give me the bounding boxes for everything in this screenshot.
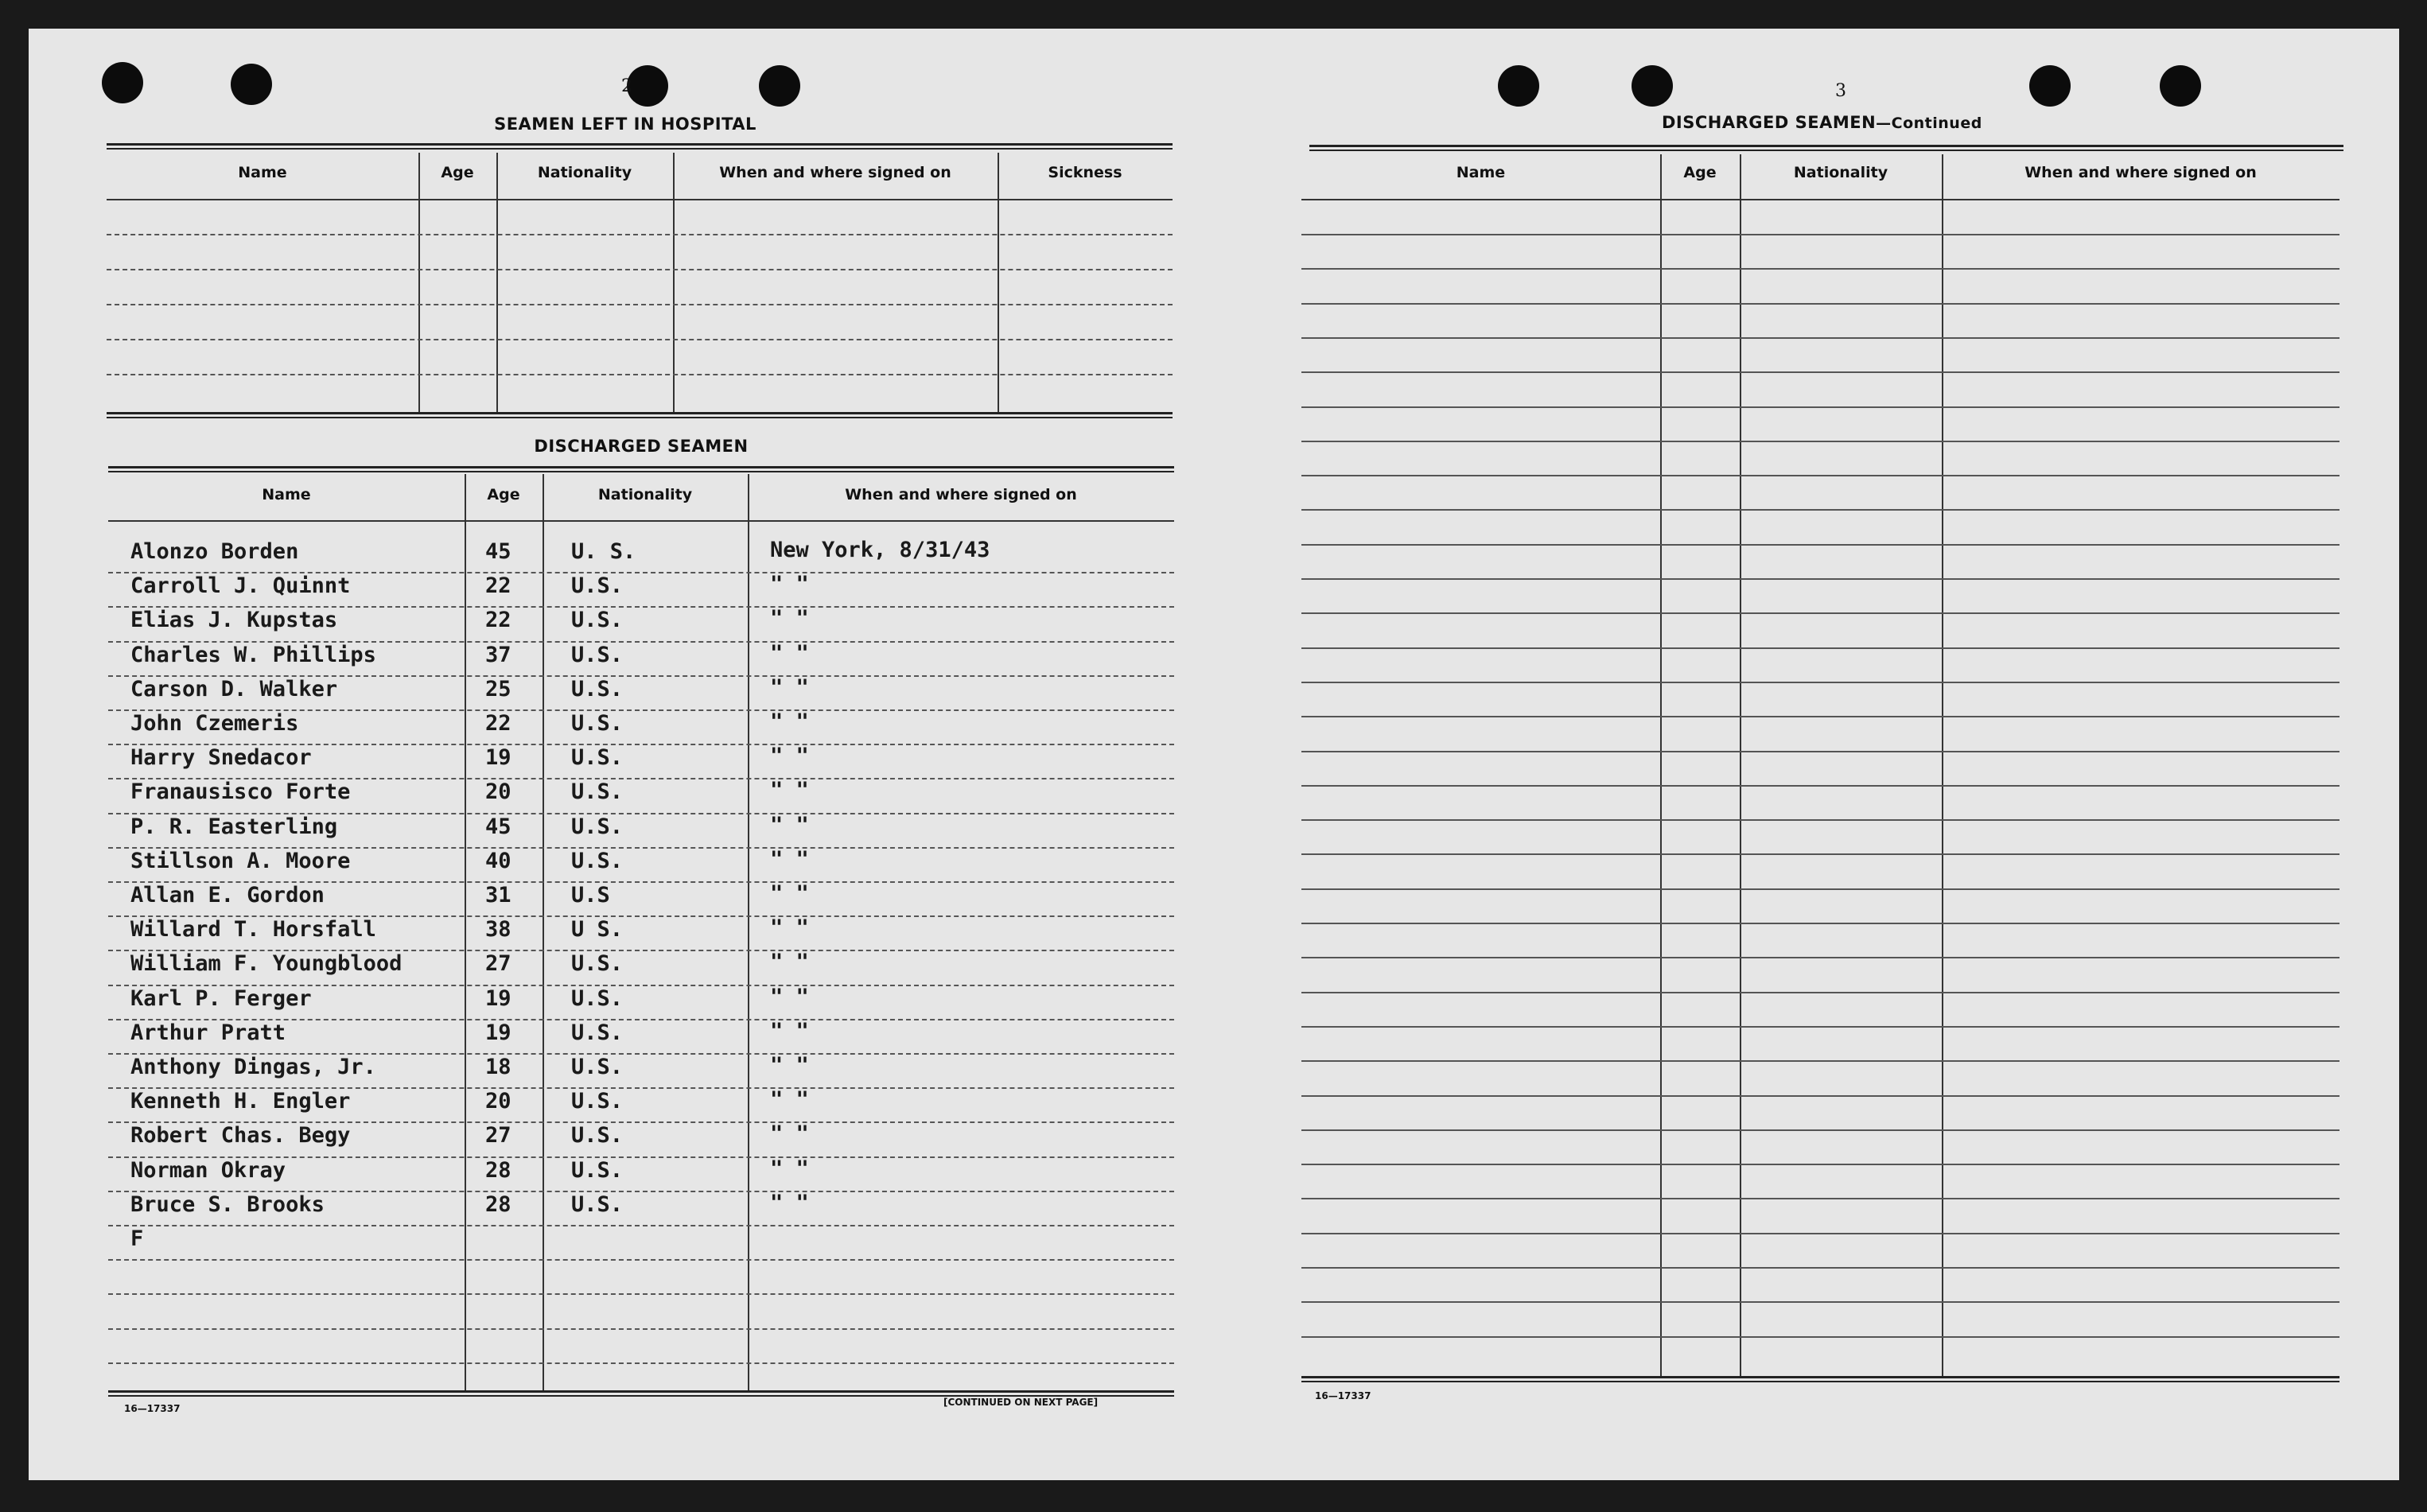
- row-rule: [1301, 475, 2339, 476]
- row-rule: [108, 1293, 1174, 1295]
- row-rule: [1301, 1164, 2339, 1165]
- row-rule: [107, 304, 1173, 305]
- seaman-signed-on: " ": [770, 606, 809, 632]
- seaman-signed-on: " ": [770, 709, 809, 734]
- row-rule: [1301, 647, 2339, 649]
- punch-hole: [1498, 65, 1539, 107]
- seaman-nationality: U.S.: [571, 745, 624, 771]
- column-divider: [748, 474, 749, 1390]
- row-rule: [1301, 1198, 2339, 1199]
- seaman-name: Robert Chas. Begy: [130, 1123, 351, 1149]
- row-rule: [1301, 923, 2339, 924]
- seaman-name: Allan E. Gordon: [130, 883, 325, 908]
- seaman-name: Carson D. Walker: [130, 676, 338, 702]
- seaman-name: Alonzo Borden: [130, 539, 299, 564]
- seaman-signed-on: " ": [770, 1156, 809, 1181]
- row-rule: [1301, 853, 2339, 855]
- seaman-nationality: U.S.: [571, 1055, 624, 1079]
- row-rule: [1301, 1129, 2339, 1131]
- hospital-section-title: SEAMEN LEFT IN HOSPITAL: [494, 115, 756, 134]
- page-number: 3: [1835, 81, 1846, 101]
- row-rule: [1301, 957, 2339, 958]
- seaman-age: 19: [485, 985, 511, 1011]
- seaman-signed-on: " ": [770, 1087, 809, 1113]
- seaman-age: 22: [485, 608, 511, 633]
- seaman-age: 18: [485, 1055, 511, 1079]
- column-header-nationality: Nationality: [1793, 164, 1888, 181]
- seaman-nationality: U.S.: [571, 711, 624, 736]
- seaman-name: Stillson A. Moore: [130, 848, 351, 873]
- header-rule: [108, 520, 1174, 522]
- row-rule: [1301, 716, 2339, 717]
- seaman-signed-on: " ": [770, 640, 809, 666]
- seaman-age: 37: [485, 642, 511, 667]
- column-divider: [465, 474, 466, 1390]
- seaman-name: Arthur Pratt: [130, 1020, 286, 1045]
- seaman-age: 27: [485, 951, 511, 977]
- table-bottom-rule: [107, 412, 1173, 418]
- seaman-name: Anthony Dingas, Jr.: [130, 1055, 376, 1079]
- row-rule: [1301, 371, 2339, 373]
- seaman-age: 45: [485, 539, 511, 564]
- row-rule: [1301, 888, 2339, 890]
- continued-table-top-rule: [1309, 145, 2343, 151]
- row-rule: [1301, 1267, 2339, 1269]
- seaman-signed-on: " ": [770, 915, 809, 941]
- row-rule: [1301, 337, 2339, 339]
- seaman-name: Bruce S. Brooks: [130, 1191, 325, 1217]
- row-rule: [1301, 234, 2339, 235]
- row-rule: [107, 374, 1173, 375]
- row-rule: [1301, 785, 2339, 787]
- row-rule: [1301, 682, 2339, 683]
- seaman-nationality: U.S.: [571, 951, 624, 977]
- row-rule: [1301, 578, 2339, 580]
- row-rule: [1301, 303, 2339, 305]
- column-header-sickness: Sickness: [1048, 164, 1122, 181]
- seaman-signed-on: " ": [770, 674, 809, 700]
- column-header-when-and-where-signed-on: When and where signed on: [845, 486, 1077, 503]
- punch-hole: [1632, 65, 1673, 107]
- seaman-name: Charles W. Phillips: [130, 642, 376, 667]
- seaman-age: 22: [485, 711, 511, 736]
- seaman-signed-on: " ": [770, 572, 809, 597]
- seaman-age: 20: [485, 779, 511, 805]
- seaman-age: 22: [485, 573, 511, 599]
- seaman-signed-on: " ": [770, 984, 809, 1009]
- row-rule: [1301, 1336, 2339, 1338]
- continued-section-title: DISCHARGED SEAMEN—Continued: [1662, 113, 1982, 132]
- seaman-signed-on: " ": [770, 881, 809, 906]
- row-rule: [107, 269, 1173, 270]
- right-page: [1282, 29, 2399, 1480]
- seaman-name: Carroll J. Quinnt: [130, 573, 351, 599]
- row-rule: [1301, 751, 2339, 752]
- seaman-signed-on: New York, 8/31/43: [770, 538, 990, 562]
- row-rule: [107, 339, 1173, 340]
- row-rule: [108, 1225, 1174, 1226]
- column-divider: [543, 474, 544, 1390]
- row-rule: [1301, 441, 2339, 442]
- seaman-signed-on: " ": [770, 950, 809, 975]
- seaman-signed-on: " ": [770, 778, 809, 803]
- seaman-nationality: U.S.: [571, 676, 624, 702]
- seaman-name: Franausisco Forte: [130, 779, 351, 805]
- continued-note: [CONTINUED ON NEXT PAGE]: [943, 1397, 1099, 1408]
- seaman-signed-on: " ": [770, 1121, 809, 1147]
- seaman-age: 19: [485, 745, 511, 771]
- seaman-age: 38: [485, 917, 511, 943]
- seaman-nationality: U.S.: [571, 848, 624, 873]
- table-bottom-rule: [1301, 1376, 2339, 1382]
- header-rule: [1301, 199, 2339, 200]
- seaman-age: 20: [485, 1089, 511, 1114]
- column-header-age: Age: [487, 486, 520, 503]
- seaman-age: 45: [485, 814, 511, 839]
- page-number: 2: [621, 76, 632, 96]
- discharged-table-top-rule: [108, 466, 1174, 472]
- seaman-nationality: U. S.: [571, 539, 636, 564]
- seaman-age: 25: [485, 676, 511, 702]
- column-header-age: Age: [441, 164, 474, 181]
- seaman-nationality: U.S.: [571, 1089, 624, 1114]
- seaman-signed-on: " ": [770, 846, 809, 872]
- row-rule: [1301, 1095, 2339, 1097]
- column-header-name: Name: [262, 486, 311, 503]
- seaman-age: 28: [485, 1191, 511, 1217]
- seaman-name: Harry Snedacor: [130, 745, 312, 771]
- seaman-age: 28: [485, 1157, 511, 1183]
- seaman-name: Karl P. Ferger: [130, 985, 312, 1011]
- seaman-name: Willard T. Horsfall: [130, 917, 376, 943]
- row-rule: [107, 234, 1173, 235]
- form-code: 16—17337: [124, 1403, 181, 1414]
- seaman-nationality: U.S.: [571, 642, 624, 667]
- discharged-section-title: DISCHARGED SEAMEN: [534, 437, 749, 456]
- row-rule: [1301, 612, 2339, 614]
- column-header-nationality: Nationality: [537, 164, 632, 181]
- seaman-name: Kenneth H. Engler: [130, 1089, 351, 1114]
- column-header-name: Name: [238, 164, 287, 181]
- seaman-age: 27: [485, 1123, 511, 1149]
- row-rule: [108, 1328, 1174, 1330]
- seaman-nationality: U.S.: [571, 985, 624, 1011]
- seaman-signed-on: " ": [770, 1190, 809, 1215]
- seaman-name: F: [130, 1226, 144, 1251]
- punch-hole: [759, 65, 800, 107]
- seaman-nationality: U.S.: [571, 1157, 624, 1183]
- row-rule: [1301, 819, 2339, 821]
- seaman-age: 40: [485, 848, 511, 873]
- row-rule: [108, 1259, 1174, 1261]
- table-bottom-rule: [108, 1390, 1174, 1397]
- seaman-nationality: U.S.: [571, 814, 624, 839]
- seaman-signed-on: " ": [770, 1018, 809, 1044]
- seaman-signed-on: " ": [770, 812, 809, 838]
- row-rule: [1301, 268, 2339, 270]
- row-rule: [1301, 1060, 2339, 1062]
- left-page: [29, 29, 1282, 1480]
- punch-hole: [627, 65, 668, 107]
- seaman-nationality: U.S.: [571, 1123, 624, 1149]
- seaman-nationality: U.S.: [571, 608, 624, 633]
- column-header-when-and-where-signed-on: When and where signed on: [2024, 164, 2257, 181]
- punch-hole: [102, 62, 143, 103]
- hospital-table-top-rule: [107, 143, 1173, 150]
- row-rule: [1301, 1026, 2339, 1028]
- seaman-nationality: U.S.: [571, 779, 624, 805]
- seaman-nationality: U.S.: [571, 1191, 624, 1217]
- seaman-name: P. R. Easterling: [130, 814, 338, 839]
- punch-hole: [231, 64, 272, 105]
- row-rule: [1301, 1301, 2339, 1303]
- column-header-when-and-where-signed-on: When and where signed on: [719, 164, 951, 181]
- form-code: 16—17337: [1315, 1390, 1371, 1401]
- seaman-nationality: U.S: [571, 883, 610, 908]
- row-rule: [1301, 406, 2339, 408]
- punch-hole: [2029, 65, 2071, 107]
- seaman-signed-on: " ": [770, 1053, 809, 1078]
- column-header-nationality: Nationality: [597, 486, 693, 503]
- row-rule: [1301, 544, 2339, 546]
- punch-hole: [2160, 65, 2201, 107]
- seaman-nationality: U S.: [571, 917, 624, 943]
- column-header-name: Name: [1456, 164, 1506, 181]
- seaman-name: John Czemeris: [130, 711, 299, 736]
- seaman-nationality: U.S.: [571, 1020, 624, 1045]
- seaman-signed-on: " ": [770, 744, 809, 769]
- seaman-nationality: U.S.: [571, 573, 624, 599]
- seaman-age: 19: [485, 1020, 511, 1045]
- seaman-name: Elias J. Kupstas: [130, 608, 338, 633]
- row-rule: [1301, 1233, 2339, 1234]
- seaman-age: 31: [485, 883, 511, 908]
- column-header-age: Age: [1683, 164, 1717, 181]
- row-rule: [1301, 509, 2339, 511]
- seaman-name: William F. Youngblood: [130, 951, 403, 977]
- row-rule: [1301, 992, 2339, 993]
- header-rule: [107, 199, 1173, 200]
- seaman-name: Norman Okray: [130, 1157, 286, 1183]
- row-rule: [108, 1362, 1174, 1364]
